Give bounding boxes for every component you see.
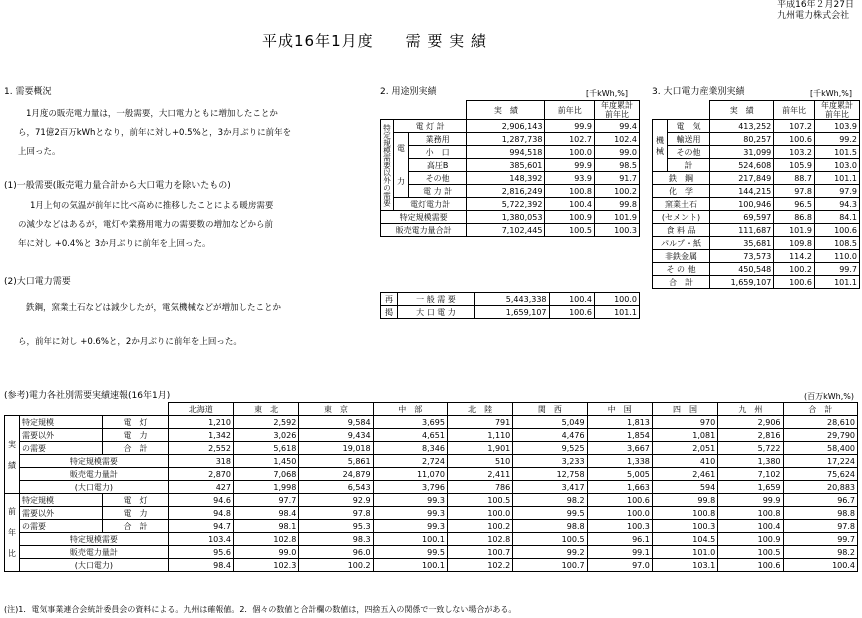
- company-name: 九州電力株式会社: [777, 11, 850, 21]
- cell-value: 100.1: [373, 533, 447, 546]
- cell-value: 73,573: [710, 250, 774, 263]
- company-table: [4, 402, 858, 572]
- row-label: 電 灯 計: [394, 120, 467, 133]
- report-date: 平成16年２月27日: [777, 0, 854, 10]
- cell-value: 385,601: [467, 159, 545, 172]
- cell-value: 99.3: [373, 520, 447, 533]
- cell-cum: 99.8: [595, 198, 640, 211]
- cell-value: 103.4: [168, 533, 233, 546]
- row-label: 特定規模需要: [20, 455, 169, 468]
- cell-yoy: 114.2: [774, 250, 815, 263]
- cell-value: 2,552: [168, 442, 233, 455]
- cell-value: 96.0: [299, 546, 373, 559]
- cell-value: 96.1: [587, 533, 652, 546]
- cell-value: 1,813: [587, 416, 652, 429]
- cell-value: 791: [447, 416, 512, 429]
- cell-cum: 102.4: [595, 133, 640, 146]
- cell-value: 92.9: [299, 494, 373, 507]
- row-label: 計: [668, 159, 710, 172]
- company-table-heading: (参考)電力各社別需要実績速報(16年1月): [4, 391, 171, 401]
- cell-value: 3,026: [233, 429, 298, 442]
- row-label: の需要: [20, 520, 103, 533]
- reprint-label: 再: [381, 293, 398, 306]
- cell-value: 4,651: [373, 429, 447, 442]
- cell-value: 1,663: [587, 481, 652, 494]
- kikai-label: [653, 120, 668, 172]
- cell-cum: 101.9: [595, 211, 640, 224]
- cell-value: 1,110: [447, 429, 512, 442]
- cell-value: 7,102,445: [467, 224, 545, 237]
- row-label: (大口電力): [20, 559, 169, 572]
- large-power-paragraph: [18, 302, 368, 348]
- company-header: 合 計: [783, 403, 857, 416]
- cell-yoy: 88.7: [774, 172, 815, 185]
- cell-cum: 103.0: [815, 159, 860, 172]
- cell-value: 98.3: [299, 533, 373, 546]
- reprint-label: 掲: [381, 306, 398, 319]
- cell-value: 413,252: [710, 120, 774, 133]
- row-label: 合 計: [653, 276, 710, 289]
- cell-value: 148,392: [467, 172, 545, 185]
- cell-value: 100.2: [447, 520, 512, 533]
- den-ryoku-label: [394, 133, 409, 198]
- cell-value: 2,461: [652, 468, 717, 481]
- row-label: 電 力 計: [409, 185, 467, 198]
- industry-table-heading: 3. 大口電力産業別実績: [652, 87, 745, 97]
- row-label: 高圧B: [409, 159, 467, 172]
- cell-value: 94.8: [168, 507, 233, 520]
- cell-value: 1,998: [233, 481, 298, 494]
- cell-value: 9,525: [513, 442, 587, 455]
- cell-value: 102.8: [447, 533, 512, 546]
- row-label: 特定規模: [20, 494, 103, 507]
- cell-yoy: 100.0: [545, 146, 595, 159]
- cell-value: 5,722,392: [467, 198, 545, 211]
- cell-value: 99.3: [373, 494, 447, 507]
- cell-cum: 94.3: [815, 198, 860, 211]
- cell-value: 104.5: [652, 533, 717, 546]
- cell-value: 102.3: [233, 559, 298, 572]
- cell-value: 95.6: [168, 546, 233, 559]
- cell-yoy: 102.7: [545, 133, 595, 146]
- general-demand-line: の減少などはあるが，電灯や業務用電力の需要数の増加などから前: [18, 220, 274, 230]
- overview-line: ら，71億2百万kWhとなり，前年に対し+0.5%と，3か月ぶりに前年を: [18, 128, 292, 138]
- col-header: 実 績: [710, 101, 774, 120]
- row-sublabel: 合 計: [103, 442, 168, 455]
- cell-yoy: 109.8: [774, 237, 815, 250]
- company-header: 四 国: [652, 403, 717, 416]
- cell-value: 99.5: [373, 546, 447, 559]
- cell-value: 99.2: [513, 546, 587, 559]
- company-header: 北 陸: [447, 403, 512, 416]
- cell-value: 2,592: [233, 416, 298, 429]
- cell-value: 3,796: [373, 481, 447, 494]
- cell-cum: 110.0: [815, 250, 860, 263]
- row-label: 化 学: [653, 185, 710, 198]
- cell-value: 1,854: [587, 429, 652, 442]
- cell-value: 100.9: [718, 533, 783, 546]
- cell-value: 100.3: [587, 520, 652, 533]
- cell-value: 2,816,249: [467, 185, 545, 198]
- cell-value: 786: [447, 481, 512, 494]
- row-label: 業務用: [409, 133, 467, 146]
- section-heading-general-demand: (1)一般需要(販売電力量合計から大口電力を除いたもの): [4, 181, 231, 191]
- cell-value: 98.8: [783, 507, 857, 520]
- cell-yoy: 100.9: [545, 211, 595, 224]
- use-table: [380, 100, 640, 237]
- cell-cum: 99.0: [595, 146, 640, 159]
- cell-value: 994,518: [467, 146, 545, 159]
- cell-yoy: 107.2: [774, 120, 815, 133]
- side-label-char: 年: [8, 528, 16, 537]
- cell-cum: 99.2: [815, 133, 860, 146]
- row-label: 食 料 品: [653, 224, 710, 237]
- kikai-char: 機: [656, 135, 664, 145]
- report-header-meta: [777, 0, 854, 22]
- side-label-char: 実: [8, 439, 16, 449]
- cell-value: 100,946: [710, 198, 774, 211]
- company-header: 北海道: [168, 403, 233, 416]
- row-label: 販売電力量計: [20, 546, 169, 559]
- cell-value: 98.4: [168, 559, 233, 572]
- cell-value: 29,790: [783, 429, 857, 442]
- cell-value: 217,849: [710, 172, 774, 185]
- company-header: 東 京: [299, 403, 373, 416]
- use-table-reprint: [380, 292, 640, 319]
- row-label: 輸送用: [668, 133, 710, 146]
- company-table-unit: (百万kWh,%): [804, 392, 854, 401]
- cell-value: 100.5: [513, 533, 587, 546]
- cell-cum: 91.7: [595, 172, 640, 185]
- cell-yoy: 100.8: [545, 185, 595, 198]
- cell-value: 6,543: [299, 481, 373, 494]
- cell-value: 19,018: [299, 442, 373, 455]
- cell-value: 3,667: [587, 442, 652, 455]
- side-label-char: 前: [8, 507, 16, 516]
- cell-value: 103.1: [652, 559, 717, 572]
- industry-table: [652, 100, 860, 289]
- cell-yoy: 93.9: [545, 172, 595, 185]
- cell-value: 100.8: [718, 507, 783, 520]
- cell-value: 1,659: [718, 481, 783, 494]
- cell-value: 97.0: [587, 559, 652, 572]
- overview-line: 上回った。: [18, 147, 61, 157]
- footnote: (注)1．電気事業連合会統計委員会の資料による。九州は確報値。2．個々の数値と合計欄の数値は，四捨五入の関係で一致しない場合がある。: [4, 605, 517, 614]
- cell-value: 99.8: [652, 494, 717, 507]
- cell-value: 95.3: [299, 520, 373, 533]
- cell-cum: 98.5: [595, 159, 640, 172]
- cell-value: 96.7: [783, 494, 857, 507]
- cell-value: 9,584: [299, 416, 373, 429]
- cell-yoy: 100.6: [774, 276, 815, 289]
- cell-value: 100.4: [718, 520, 783, 533]
- cell-yoy: 86.8: [774, 211, 815, 224]
- col-header: 年度累計 前年比: [595, 101, 640, 120]
- cell-yoy: 103.2: [774, 146, 815, 159]
- row-sublabel: 電 灯: [103, 416, 168, 429]
- cell-cum: 101.1: [595, 306, 640, 319]
- cell-value: 58,400: [783, 442, 857, 455]
- cell-value: 100.5: [718, 546, 783, 559]
- cell-cum: 99.7: [815, 263, 860, 276]
- cell-yoy: 99.9: [545, 120, 595, 133]
- ryoku-char: 力: [397, 177, 405, 186]
- cell-value: 5,618: [233, 442, 298, 455]
- cell-cum: 97.9: [815, 185, 860, 198]
- row-label: (セメント): [653, 211, 710, 224]
- general-demand-line: 年に対し +0.4%と 3か月ぶりに前年を上回った。: [18, 239, 211, 249]
- cell-cum: 101.5: [815, 146, 860, 159]
- cell-yoy: 100.2: [774, 263, 815, 276]
- col-header: 実 績: [467, 101, 545, 120]
- cell-value: 101.0: [652, 546, 717, 559]
- company-header: 中 部: [373, 403, 447, 416]
- cell-value: 24,879: [299, 468, 373, 481]
- cell-value: 28,610: [783, 416, 857, 429]
- cell-value: 100.1: [373, 559, 447, 572]
- cell-yoy: 100.4: [549, 293, 594, 306]
- cell-value: 1,210: [168, 416, 233, 429]
- cell-value: 1,659,107: [475, 306, 550, 319]
- cell-value: 17,224: [783, 455, 857, 468]
- cell-value: 100.7: [513, 559, 587, 572]
- side-label-char: 比: [8, 549, 16, 558]
- row-sublabel: 電 灯: [103, 494, 168, 507]
- cell-value: 7,068: [233, 468, 298, 481]
- cell-value: 144,215: [710, 185, 774, 198]
- den-char: 電: [397, 144, 405, 153]
- cell-value: 11,070: [373, 468, 447, 481]
- cell-value: 97.8: [783, 520, 857, 533]
- cell-value: 3,695: [373, 416, 447, 429]
- cell-value: 94.7: [168, 520, 233, 533]
- cell-cum: 100.6: [815, 224, 860, 237]
- cell-value: 2,906: [718, 416, 783, 429]
- side-label: [5, 416, 20, 494]
- cell-value: 99.9: [718, 494, 783, 507]
- cell-value: 2,051: [652, 442, 717, 455]
- section-heading-overview: 1. 需要概況: [4, 87, 52, 97]
- cell-value: 75,624: [783, 468, 857, 481]
- row-label: パルプ・紙: [653, 237, 710, 250]
- cell-value: 5,722: [718, 442, 783, 455]
- cell-value: 1,338: [587, 455, 652, 468]
- cell-value: 318: [168, 455, 233, 468]
- cell-value: 80,257: [710, 133, 774, 146]
- cell-yoy: 100.6: [549, 306, 594, 319]
- row-label: そ の 他: [653, 263, 710, 276]
- row-label: 需要以外: [20, 507, 103, 520]
- cell-value: 100.0: [447, 507, 512, 520]
- cell-yoy: 101.9: [774, 224, 815, 237]
- cell-value: 1,659,107: [710, 276, 774, 289]
- cell-value: 99.3: [373, 507, 447, 520]
- cell-cum: 108.5: [815, 237, 860, 250]
- page-title: 平成16年1月度 需 要 実 績: [262, 32, 487, 50]
- cell-value: 20,883: [783, 481, 857, 494]
- cell-value: 98.2: [513, 494, 587, 507]
- row-label: 特定規模需要: [20, 533, 169, 546]
- row-sublabel: 電 力: [103, 507, 168, 520]
- cell-value: 98.8: [513, 520, 587, 533]
- large-power-line: 鉄鋼，窯業土石などは減少したが，電気機械などが増加したことか: [26, 303, 282, 313]
- company-header: 中 国: [587, 403, 652, 416]
- cell-value: 100.3: [652, 520, 717, 533]
- row-label: 窯業土石: [653, 198, 710, 211]
- cell-value: 2,411: [447, 468, 512, 481]
- cell-value: 594: [652, 481, 717, 494]
- row-label: 販売電力量計: [20, 468, 169, 481]
- cell-value: 99.5: [513, 507, 587, 520]
- row-label: 大 口 電 力: [398, 306, 475, 319]
- general-demand-line: 1月上旬の気温が前年に比べ高めに推移したことによる暖房需要: [30, 201, 274, 211]
- cell-value: 1,450: [233, 455, 298, 468]
- cell-value: 1,901: [447, 442, 512, 455]
- cell-value: 5,049: [513, 416, 587, 429]
- cell-value: 5,443,338: [475, 293, 550, 306]
- cell-value: 5,861: [299, 455, 373, 468]
- row-label: 一 般 需 要: [398, 293, 475, 306]
- cell-value: 7,102: [718, 468, 783, 481]
- row-label: 非鉄金属: [653, 250, 710, 263]
- cell-value: 94.6: [168, 494, 233, 507]
- row-label: その他: [409, 172, 467, 185]
- company-header: 九 州: [718, 403, 783, 416]
- cell-value: 100.2: [299, 559, 373, 572]
- cell-value: 3,233: [513, 455, 587, 468]
- row-label: 特定規模需要: [381, 211, 467, 224]
- cell-value: 1,287,738: [467, 133, 545, 146]
- cell-value: 1,380,053: [467, 211, 545, 224]
- cell-yoy: 100.6: [774, 133, 815, 146]
- company-header: 東 北: [233, 403, 298, 416]
- row-label: (大口電力): [20, 481, 169, 494]
- cell-value: 31,099: [710, 146, 774, 159]
- company-header: 関 西: [513, 403, 587, 416]
- cell-cum: 101.1: [815, 276, 860, 289]
- cell-value: 97.7: [233, 494, 298, 507]
- cell-value: 100.7: [447, 546, 512, 559]
- cell-value: 427: [168, 481, 233, 494]
- cell-cum: 99.4: [595, 120, 640, 133]
- cell-cum: 100.3: [595, 224, 640, 237]
- cell-cum: 84.1: [815, 211, 860, 224]
- side-label: 特定規模需要以外の需要: [381, 120, 394, 211]
- cell-value: 2,816: [718, 429, 783, 442]
- row-label: の需要: [20, 442, 103, 455]
- col-header: 前年比: [774, 101, 815, 120]
- corner-cell: [5, 403, 169, 416]
- cell-value: 1,380: [718, 455, 783, 468]
- row-label: 販売電力量合計: [381, 224, 467, 237]
- kikai-char: 械: [656, 146, 664, 156]
- cell-yoy: 99.9: [545, 159, 595, 172]
- row-label: その他: [668, 146, 710, 159]
- cell-value: 5,005: [587, 468, 652, 481]
- cell-value: 100.0: [587, 507, 652, 520]
- cell-value: 100.4: [783, 559, 857, 572]
- cell-value: 98.4: [233, 507, 298, 520]
- row-label: 鉄 鋼: [653, 172, 710, 185]
- cell-value: 97.8: [299, 507, 373, 520]
- cell-value: 100.8: [652, 507, 717, 520]
- cell-cum: 100.2: [595, 185, 640, 198]
- cell-value: 9,434: [299, 429, 373, 442]
- cell-value: 99.7: [783, 533, 857, 546]
- cell-value: 970: [652, 416, 717, 429]
- cell-value: 99.0: [233, 546, 298, 559]
- row-label: 電 気: [668, 120, 710, 133]
- cell-yoy: 96.5: [774, 198, 815, 211]
- cell-value: 1,081: [652, 429, 717, 442]
- industry-table-unit: [千kWh,%]: [810, 89, 852, 98]
- row-label: 需要以外: [20, 429, 103, 442]
- row-label: 電灯電力計: [394, 198, 467, 211]
- cell-value: 8,346: [373, 442, 447, 455]
- cell-value: 12,758: [513, 468, 587, 481]
- row-sublabel: 電 力: [103, 429, 168, 442]
- cell-value: 3,417: [513, 481, 587, 494]
- cell-value: 2,724: [373, 455, 447, 468]
- general-demand-paragraph: [18, 200, 368, 250]
- cell-cum: 101.1: [815, 172, 860, 185]
- cell-value: 450,548: [710, 263, 774, 276]
- cell-value: 99.1: [587, 546, 652, 559]
- cell-value: 524,608: [710, 159, 774, 172]
- row-label: 小 口: [409, 146, 467, 159]
- use-table-unit: [千kWh,%]: [586, 89, 628, 98]
- side-label-char: 績: [8, 460, 16, 470]
- cell-value: 98.1: [233, 520, 298, 533]
- col-header: 前年比: [545, 101, 595, 120]
- col-header: 年度累計 前年比: [815, 101, 860, 120]
- large-power-line: ら，前年に対し +0.6%と，2か月ぶりに前年を上回った。: [18, 337, 242, 347]
- overview-paragraph: [18, 108, 368, 158]
- cell-yoy: 105.9: [774, 159, 815, 172]
- cell-value: 510: [447, 455, 512, 468]
- row-sublabel: 合 計: [103, 520, 168, 533]
- cell-yoy: 100.4: [545, 198, 595, 211]
- cell-value: 410: [652, 455, 717, 468]
- cell-value: 2,870: [168, 468, 233, 481]
- use-table-heading: 2. 用途別実績: [380, 87, 437, 97]
- cell-value: 111,687: [710, 224, 774, 237]
- cell-cum: 100.0: [595, 293, 640, 306]
- cell-value: 100.6: [587, 494, 652, 507]
- section-heading-large-power: (2)大口電力需要: [4, 277, 71, 287]
- cell-value: 100.5: [447, 494, 512, 507]
- cell-value: 1,342: [168, 429, 233, 442]
- cell-yoy: 97.8: [774, 185, 815, 198]
- cell-yoy: 100.5: [545, 224, 595, 237]
- overview-line: 1月度の販売電力量は，一般需要，大口電力ともに増加したことか: [26, 109, 278, 119]
- cell-value: 4,476: [513, 429, 587, 442]
- cell-value: 100.6: [718, 559, 783, 572]
- cell-value: 35,681: [710, 237, 774, 250]
- cell-value: 102.8: [233, 533, 298, 546]
- side-label: [5, 494, 20, 572]
- cell-value: 2,906,143: [467, 120, 545, 133]
- cell-value: 98.2: [783, 546, 857, 559]
- row-label: 特定規模: [20, 416, 103, 429]
- cell-value: 69,597: [710, 211, 774, 224]
- cell-value: 102.2: [447, 559, 512, 572]
- cell-cum: 103.9: [815, 120, 860, 133]
